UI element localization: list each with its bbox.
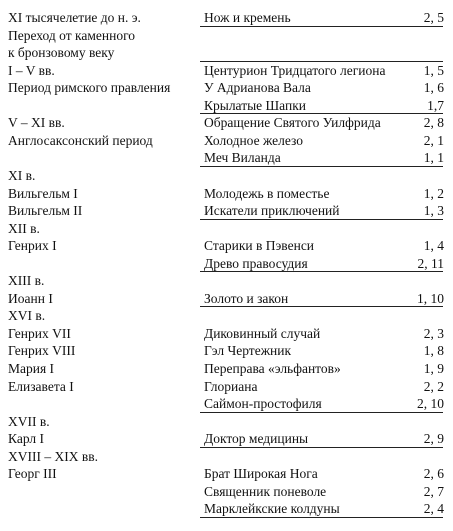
table-row bbox=[0, 255, 453, 273]
table-row bbox=[0, 500, 453, 518]
group-divider bbox=[200, 447, 443, 448]
book-reference: 1, 3 bbox=[423, 203, 444, 219]
book-reference: 1, 5 bbox=[423, 62, 444, 78]
book-reference: 2, 8 bbox=[423, 115, 444, 131]
table-row bbox=[0, 185, 453, 203]
book-reference: 2, 11 bbox=[417, 255, 444, 271]
period-label: XI в. bbox=[8, 167, 36, 183]
story-title: Древо правосудия bbox=[204, 255, 308, 271]
book-reference: 2, 10 bbox=[417, 396, 444, 412]
table-row bbox=[0, 132, 453, 150]
group-divider bbox=[200, 61, 443, 62]
table-row bbox=[0, 360, 453, 378]
table-row bbox=[0, 413, 453, 431]
book-reference: 2, 3 bbox=[423, 325, 444, 341]
period-label: XVII в. bbox=[8, 413, 50, 429]
group-divider bbox=[200, 271, 443, 272]
story-title: Переправа «эльфантов» bbox=[204, 361, 341, 376]
table-row bbox=[0, 395, 453, 413]
story-title: Холодное железо bbox=[204, 132, 303, 148]
group-divider bbox=[200, 26, 443, 27]
period-label: к бронзовому веку bbox=[8, 45, 115, 61]
period-label: Генрих I bbox=[8, 238, 57, 254]
period-label: Англосаксонский период bbox=[8, 132, 153, 148]
book-reference: 1, 2 bbox=[423, 185, 444, 201]
table-row bbox=[0, 307, 453, 325]
group-divider bbox=[200, 517, 443, 518]
period-label: Иоанн I bbox=[8, 290, 53, 306]
table-row bbox=[0, 448, 453, 466]
group-divider bbox=[200, 219, 443, 220]
period-label: Карл I bbox=[8, 431, 44, 447]
group-divider bbox=[200, 412, 443, 413]
table-row bbox=[0, 114, 453, 132]
book-reference: 2, 6 bbox=[423, 466, 444, 482]
book-reference: 2, 1 bbox=[423, 132, 444, 148]
story-title: Гэл Чертежник bbox=[204, 343, 292, 359]
story-title: У Адрианова Вала bbox=[204, 80, 311, 96]
story-title: Диковинный случай bbox=[204, 325, 321, 341]
period-label: I – V вв. bbox=[8, 62, 55, 78]
book-reference: 1, 6 bbox=[423, 80, 444, 96]
table-row bbox=[0, 202, 453, 220]
table-row bbox=[0, 272, 453, 290]
book-reference: 2, 2 bbox=[423, 378, 444, 394]
period-label: V – XI вв. bbox=[8, 115, 65, 131]
story-title: Молодежь в поместье bbox=[204, 185, 330, 201]
story-title: Саймон-простофиля bbox=[204, 396, 322, 412]
table-row bbox=[0, 62, 453, 80]
period-label: Елизавета I bbox=[8, 378, 74, 394]
group-divider bbox=[200, 166, 443, 167]
period-label: XIII в. bbox=[8, 273, 45, 289]
table-row bbox=[0, 483, 453, 501]
period-label: XII в. bbox=[8, 220, 40, 236]
story-title: Брат Широкая Нога bbox=[204, 466, 318, 482]
table-row bbox=[0, 79, 453, 97]
table-row bbox=[0, 167, 453, 185]
book-reference: 1, 4 bbox=[423, 238, 444, 254]
story-title: Священник поневоле bbox=[204, 483, 327, 499]
period-label: Генрих VIII bbox=[8, 343, 76, 359]
table-row bbox=[0, 342, 453, 360]
story-title: Старики в Пэвенси bbox=[204, 238, 315, 254]
period-label: XVIII – XIX вв. bbox=[8, 448, 98, 464]
period-label: XI тысячелетие до н. э. bbox=[8, 10, 141, 25]
table-row bbox=[0, 465, 453, 483]
period-label: Период римского правления bbox=[8, 80, 171, 96]
story-title: Крылатые Шапки bbox=[204, 97, 306, 113]
table-row bbox=[0, 290, 453, 308]
group-divider bbox=[200, 306, 443, 307]
story-title: Обращение Святого Уилфрида bbox=[204, 115, 381, 131]
table-row bbox=[0, 325, 453, 343]
story-title: Центурион Тридцатого легиона bbox=[204, 62, 386, 78]
table-row bbox=[0, 27, 453, 45]
book-reference: 1, 10 bbox=[417, 290, 444, 306]
period-label: Генрих VII bbox=[8, 325, 71, 341]
book-reference: 2, 4 bbox=[423, 501, 444, 517]
group-divider bbox=[200, 113, 443, 114]
story-title: Искатели приключений bbox=[204, 203, 340, 219]
period-label: Мария I bbox=[8, 361, 55, 376]
story-title: Глориана bbox=[204, 378, 258, 394]
book-reference: 1, 1 bbox=[423, 150, 444, 166]
period-label: Вильгельм I bbox=[8, 185, 78, 201]
book-reference: 2, 7 bbox=[423, 483, 444, 499]
book-reference: 2, 9 bbox=[423, 431, 444, 447]
table-row bbox=[0, 97, 453, 115]
table-row bbox=[0, 149, 453, 167]
story-title: Золото и закон bbox=[204, 290, 289, 306]
table-row bbox=[0, 378, 453, 396]
period-label: Георг III bbox=[8, 466, 57, 482]
period-label: XVI в. bbox=[8, 308, 46, 324]
table-row bbox=[0, 430, 453, 448]
story-title: Меч Виланда bbox=[204, 150, 281, 166]
book-reference: 1,7 bbox=[427, 97, 444, 113]
table-row bbox=[0, 220, 453, 238]
story-title: Марклейкские колдуны bbox=[204, 501, 340, 517]
table-row bbox=[0, 9, 453, 27]
book-reference: 1, 9 bbox=[423, 361, 444, 376]
table-row bbox=[0, 237, 453, 255]
book-reference: 1, 8 bbox=[423, 343, 444, 359]
story-title: Нож и кремень bbox=[204, 10, 291, 25]
period-label: Переход от каменного bbox=[8, 27, 136, 43]
book-reference: 2, 5 bbox=[423, 10, 444, 25]
story-title: Доктор медицины bbox=[204, 431, 309, 447]
table-row bbox=[0, 44, 453, 62]
period-label: Вильгельм II bbox=[8, 203, 83, 219]
